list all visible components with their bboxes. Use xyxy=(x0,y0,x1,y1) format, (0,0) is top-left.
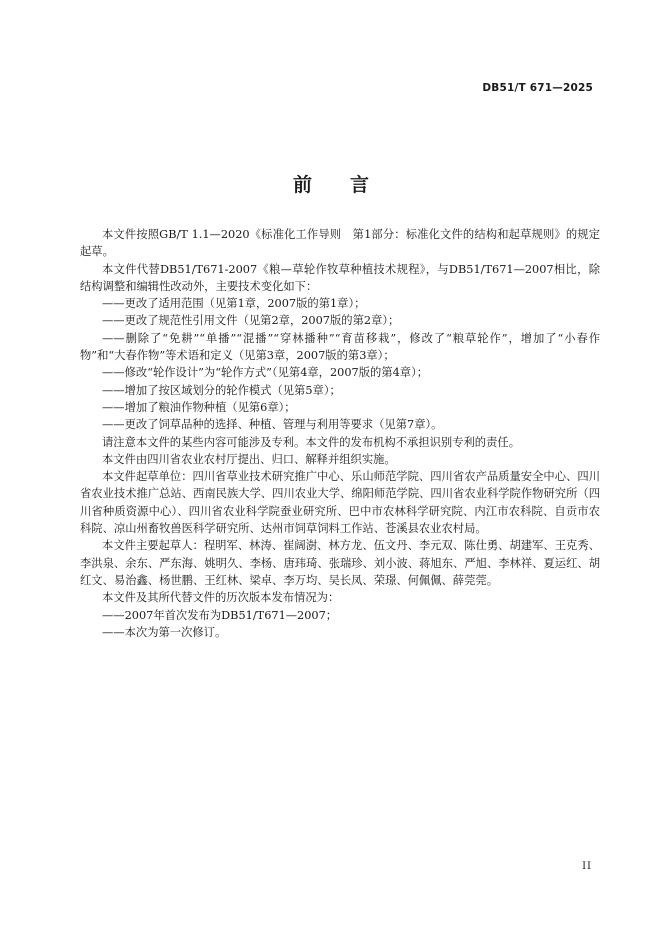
paragraph-drafters: 本文件主要起草人：程明军、林涛、崔阔澍、林方龙、伍文丹、李元双、陈仕勇、胡建军、王克秀、李洪泉、余东、严东海、姚明久、李杨、唐玮琦、张瑞珍、刘小波、蒋旭东、严旭、李林祥、夏运红、胡红文、易治鑫、杨世鹏、王红林、梁卓、李万均、吴长凤、荣璟、何佩佩、薛莞莞。 xyxy=(80,539,600,587)
change-item: ——修改“轮作设计”为“轮作方式”（见第4章，2007版的第4章）； xyxy=(102,366,429,380)
paragraph-proposer: 本文件由四川省农业农村厅提出、归口、解释并组织实施。 xyxy=(102,452,396,466)
version-item: ——本次为第一次修订。 xyxy=(102,625,227,639)
paragraph-replacement: 本文件代替DB51/T671-2007《粮—草轮作牧草种植技术规程》，与DB51/T671—2007相比，除结构调整和编辑性改动外，主要技术变化如下： xyxy=(80,262,600,293)
change-item: ——更改了适用范围（见第1章，2007版的第1章）； xyxy=(102,297,366,311)
page-title: 前 言 xyxy=(292,174,369,196)
change-item: ——更改了规范性引用文件（见第2章，2007版的第2章）； xyxy=(102,314,400,328)
foreword-body xyxy=(80,226,600,641)
page-number: II xyxy=(582,861,592,872)
standard-code: DB51/T 671—2025 xyxy=(482,82,593,94)
paragraph-drafting-units: 本文件起草单位：四川省草业技术研究推广中心、乐山师范学院、四川省农产品质量安全中心、四川省农业技术推广总站、西南民族大学、四川农业大学、绵阳师范学院、四川省农业科学院作物研究所（四川省种质资源中心）、四川省农业科学院蚕业研究所、巴中市农林科学研究院、内江市农科院、自贡市农科院、凉山州畜牧兽医科学研究所、达州市饲草饲料工作站、苍溪县农业农村局。 xyxy=(80,470,600,536)
change-item: ——增加了粮油作物种植（见第6章）； xyxy=(102,400,296,414)
version-item: ——2007年首次发布为DB51/T671—2007； xyxy=(102,608,338,622)
paragraph-version-history: 本文件及其所代替文件的历次版本发布情况为： xyxy=(102,591,340,605)
change-item: ——更改了饲草品种的选择、种植、管理与利用等要求（见第7章）。 xyxy=(102,418,443,432)
change-item: ——删除了“免耕”“单播”“混播”“穿林播种”“育苗移栽”，修改了“粮草轮作”，增加了“小春作物”和“大春作物”等术语和定义（见第3章，2007版的第3章）； xyxy=(80,331,600,363)
change-item: ——增加了按区域划分的轮作模式（见第5章）； xyxy=(102,383,341,397)
paragraph-patent-notice: 请注意本文件的某些内容可能涉及专利。本文件的发布机构不承担识别专利的责任。 xyxy=(102,435,520,449)
paragraph-drafting-rules: 本文件按照GB/T 1.1—2020《标准化工作导则 第1部分：标准化文件的结构和起草规则》的规定起草。 xyxy=(80,228,600,259)
